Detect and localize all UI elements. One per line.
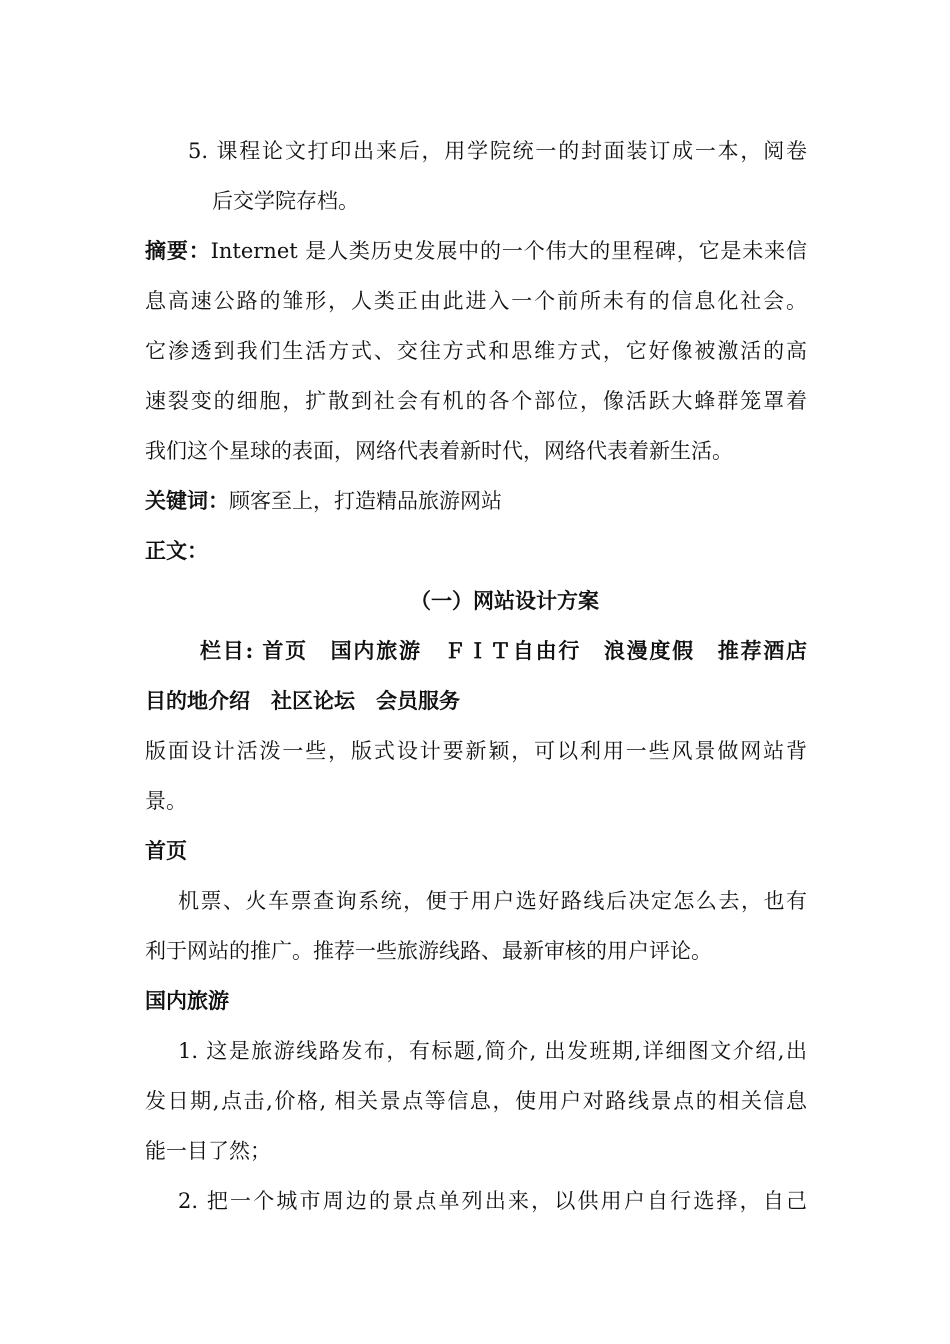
columns-line-1: 栏目: 首页 国内旅游 ＦＩＴ自由行 浪漫度假 推荐酒店 (200, 638, 807, 663)
keywords-text: 顾客至上，打造精品旅游网站 (229, 489, 502, 513)
abstract-line-2: 息高速公路的雏形，人类正由此进入一个前所未有的信息化社会。 (145, 289, 807, 313)
layout-line-2: 景。 (145, 789, 187, 813)
keywords-label: 关键词： (145, 488, 229, 513)
item5-line1: 5. 课程论文打印出来后，用学院统一的封面装订成一本，阅卷 (188, 139, 807, 163)
abstract-line-1 (145, 236, 807, 266)
body-label: 正文： (145, 538, 208, 563)
abstract-line-4: 速裂变的细胞，扩散到社会有机的各个部位，像活跃大蜂群笼罩着 (145, 389, 807, 413)
layout-line-1: 版面设计活泼一些，版式设计要新颖，可以利用一些风景做网站背 (145, 739, 807, 763)
columns-line-2: 目的地介绍 社区论坛 会员服务 (145, 688, 460, 713)
abstract-label: 摘要： (145, 238, 211, 263)
section-title: （一）网站设计方案 (410, 588, 599, 613)
keywords-line (145, 486, 807, 516)
item5-line2: 后交学院存档。 (212, 189, 359, 213)
domestic-item1-line-1: 1. 这是旅游线路发布，有标题,简介, 出发班期,详细图文介绍,出 (178, 1039, 807, 1063)
home-line-1: 机票、火车票查询系统，便于用户选好路线后决定怎么去，也有 (178, 889, 807, 913)
home-line-2: 利于网站的推广。推荐一些旅游线路、最新审核的用户评论。 (145, 939, 712, 963)
domestic-item2-line-1: 2. 把一个城市周边的景点单列出来，以供用户自行选择，自己 (178, 1189, 807, 1213)
domestic-heading: 国内旅游 (145, 988, 229, 1013)
domestic-item1-line-2: 发日期,点击,价格, 相关景点等信息，使用户对路线景点的相关信息 (145, 1089, 807, 1113)
home-heading: 首页 (145, 838, 187, 863)
abstract-line-3: 它渗透到我们生活方式、交往方式和思维方式，它好像被激活的高 (145, 339, 807, 363)
abstract-line-5: 我们这个星球的表面，网络代表着新时代，网络代表着新生活。 (145, 439, 733, 463)
abstract-text: Internet 是人类历史发展中的一个伟大的里程碑，它是未来信 (210, 239, 807, 263)
domestic-item1-line-3: 能一目了然； (145, 1139, 271, 1163)
